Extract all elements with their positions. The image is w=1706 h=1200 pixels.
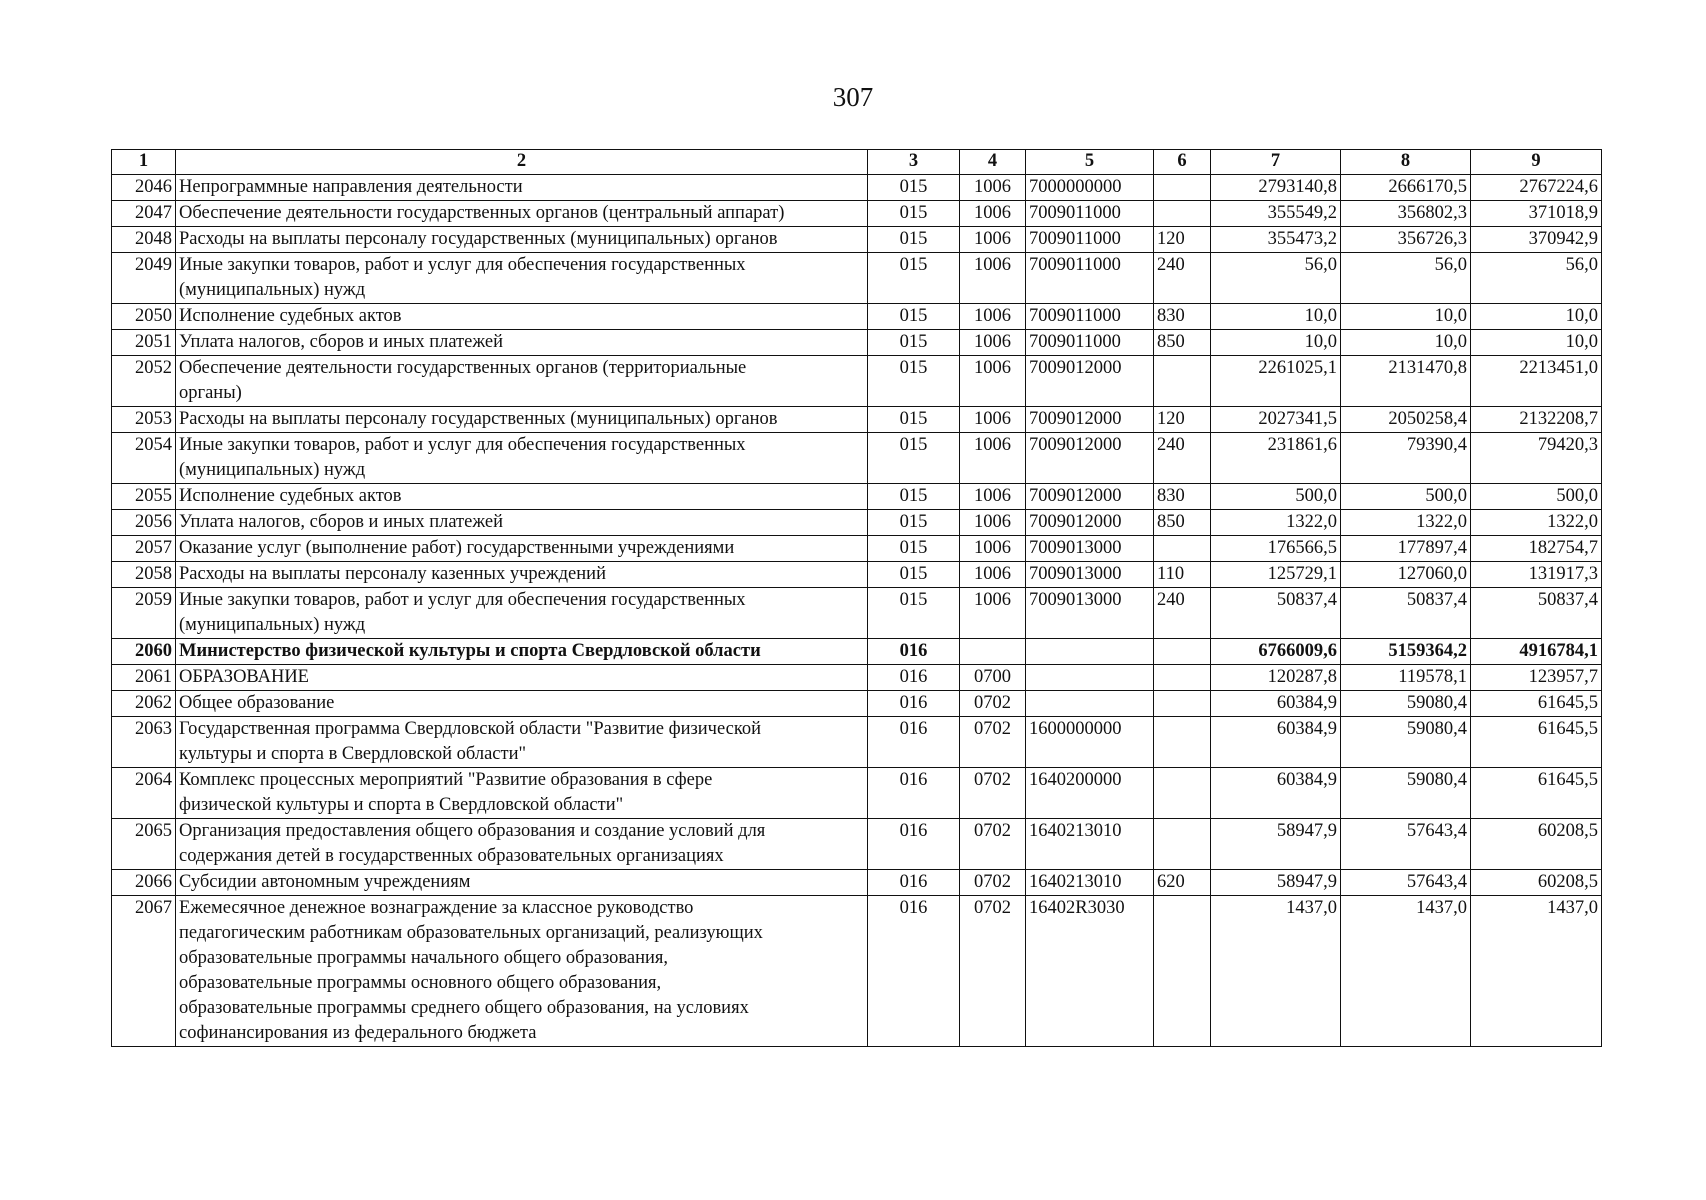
expense-type-cell xyxy=(1154,201,1211,227)
amount-year1-cell: 58947,9 xyxy=(1211,870,1341,896)
amount-year1-cell: 231861,6 xyxy=(1211,433,1341,484)
expense-type-cell: 120 xyxy=(1154,227,1211,253)
amount-year2-cell: 79390,4 xyxy=(1341,433,1471,484)
table-row xyxy=(112,175,1602,201)
amount-year2-cell: 1322,0 xyxy=(1341,510,1471,536)
header-cell: 2 xyxy=(176,150,868,175)
expense-type-cell xyxy=(1154,175,1211,201)
expense-type-cell xyxy=(1154,717,1211,768)
section-code-cell xyxy=(960,639,1026,665)
amount-year3-cell: 131917,3 xyxy=(1471,562,1602,588)
row-number-cell: 2046 xyxy=(112,175,176,201)
amount-year1-cell: 60384,9 xyxy=(1211,691,1341,717)
department-code-cell: 016 xyxy=(868,717,960,768)
amount-year3-cell: 500,0 xyxy=(1471,484,1602,510)
target-article-cell: 7009012000 xyxy=(1026,356,1154,407)
section-code-cell: 0700 xyxy=(960,665,1026,691)
department-code-cell: 015 xyxy=(868,201,960,227)
expense-type-cell: 850 xyxy=(1154,330,1211,356)
section-code-cell: 1006 xyxy=(960,484,1026,510)
amount-year2-cell: 356802,3 xyxy=(1341,201,1471,227)
row-name-cell: Исполнение судебных актов xyxy=(176,304,868,330)
row-name-cell: Иные закупки товаров, работ и услуг для обеспечения государственных (муниципальных) нужд xyxy=(176,253,868,304)
row-number-cell: 2054 xyxy=(112,433,176,484)
amount-year3-cell: 370942,9 xyxy=(1471,227,1602,253)
row-name-cell: Комплекс процессных мероприятий "Развитие образования в сфере физической культуры и спорта в Свердловской области" xyxy=(176,768,868,819)
table-row xyxy=(112,536,1602,562)
amount-year2-cell: 2050258,4 xyxy=(1341,407,1471,433)
expense-type-cell xyxy=(1154,639,1211,665)
target-article-cell: 7009013000 xyxy=(1026,536,1154,562)
amount-year3-cell: 79420,3 xyxy=(1471,433,1602,484)
expense-type-cell xyxy=(1154,691,1211,717)
department-code-cell: 015 xyxy=(868,484,960,510)
table-row xyxy=(112,896,1602,1047)
amount-year1-cell: 355549,2 xyxy=(1211,201,1341,227)
row-name-cell: Ежемесячное денежное вознаграждение за классное руководство педагогическим работникам образовательных организаций, реализующих образовательные программы начального общего образования, образовательные программы основного общего образования, образовательные программы среднего общего образования, на условиях софинансирования из федерального бюджета xyxy=(176,896,868,1047)
expense-type-cell xyxy=(1154,896,1211,1047)
amount-year1-cell: 50837,4 xyxy=(1211,588,1341,639)
amount-year1-cell: 2027341,5 xyxy=(1211,407,1341,433)
amount-year3-cell: 4916784,1 xyxy=(1471,639,1602,665)
target-article-cell: 7009012000 xyxy=(1026,510,1154,536)
budget-table xyxy=(111,149,1602,1047)
row-number-cell: 2065 xyxy=(112,819,176,870)
target-article-cell: 1640200000 xyxy=(1026,768,1154,819)
target-article-cell: 16402R3030 xyxy=(1026,896,1154,1047)
header-cell: 1 xyxy=(112,150,176,175)
amount-year3-cell: 182754,7 xyxy=(1471,536,1602,562)
department-code-cell: 015 xyxy=(868,356,960,407)
section-code-cell: 1006 xyxy=(960,510,1026,536)
target-article-cell: 7009011000 xyxy=(1026,330,1154,356)
row-number-cell: 2053 xyxy=(112,407,176,433)
amount-year2-cell: 127060,0 xyxy=(1341,562,1471,588)
header-cell: 4 xyxy=(960,150,1026,175)
expense-type-cell xyxy=(1154,665,1211,691)
header-row xyxy=(112,150,1602,175)
row-number-cell: 2067 xyxy=(112,896,176,1047)
row-name-cell: Государственная программа Свердловской области "Развитие физической культуры и спорта в Свердловской области" xyxy=(176,717,868,768)
section-code-cell: 0702 xyxy=(960,870,1026,896)
section-code-cell: 1006 xyxy=(960,253,1026,304)
amount-year3-cell: 50837,4 xyxy=(1471,588,1602,639)
department-code-cell: 016 xyxy=(868,870,960,896)
section-code-cell: 1006 xyxy=(960,588,1026,639)
header-cell: 8 xyxy=(1341,150,1471,175)
amount-year2-cell: 10,0 xyxy=(1341,330,1471,356)
table-row xyxy=(112,819,1602,870)
amount-year2-cell: 56,0 xyxy=(1341,253,1471,304)
department-code-cell: 016 xyxy=(868,896,960,1047)
table-row xyxy=(112,717,1602,768)
row-number-cell: 2055 xyxy=(112,484,176,510)
row-number-cell: 2049 xyxy=(112,253,176,304)
amount-year1-cell: 500,0 xyxy=(1211,484,1341,510)
department-code-cell: 015 xyxy=(868,175,960,201)
page-number: 307 xyxy=(832,82,874,112)
department-code-cell: 015 xyxy=(868,536,960,562)
department-code-cell: 015 xyxy=(868,227,960,253)
row-name-cell: Организация предоставления общего образования и создание условий для содержания детей в государственных образовательных организациях xyxy=(176,819,868,870)
amount-year3-cell: 123957,7 xyxy=(1471,665,1602,691)
section-code-cell: 0702 xyxy=(960,896,1026,1047)
section-code-cell: 1006 xyxy=(960,536,1026,562)
amount-year1-cell: 2793140,8 xyxy=(1211,175,1341,201)
table-row xyxy=(112,665,1602,691)
row-number-cell: 2047 xyxy=(112,201,176,227)
amount-year2-cell: 10,0 xyxy=(1341,304,1471,330)
row-number-cell: 2062 xyxy=(112,691,176,717)
table-row xyxy=(112,870,1602,896)
amount-year3-cell: 61645,5 xyxy=(1471,768,1602,819)
target-article-cell: 7009012000 xyxy=(1026,433,1154,484)
amount-year2-cell: 5159364,2 xyxy=(1341,639,1471,665)
table-row xyxy=(112,510,1602,536)
expense-type-cell: 620 xyxy=(1154,870,1211,896)
expense-type-cell: 850 xyxy=(1154,510,1211,536)
amount-year1-cell: 10,0 xyxy=(1211,330,1341,356)
amount-year2-cell: 1437,0 xyxy=(1341,896,1471,1047)
department-code-cell: 015 xyxy=(868,330,960,356)
amount-year2-cell: 57643,4 xyxy=(1341,819,1471,870)
amount-year1-cell: 125729,1 xyxy=(1211,562,1341,588)
target-article-cell: 1640213010 xyxy=(1026,870,1154,896)
section-code-cell: 1006 xyxy=(960,356,1026,407)
amount-year2-cell: 59080,4 xyxy=(1341,768,1471,819)
row-name-cell: ОБРАЗОВАНИЕ xyxy=(176,665,868,691)
row-number-cell: 2066 xyxy=(112,870,176,896)
row-number-cell: 2061 xyxy=(112,665,176,691)
department-code-cell: 015 xyxy=(868,588,960,639)
table-body xyxy=(112,175,1602,1047)
expense-type-cell: 110 xyxy=(1154,562,1211,588)
amount-year2-cell: 356726,3 xyxy=(1341,227,1471,253)
target-article-cell: 7009013000 xyxy=(1026,588,1154,639)
amount-year1-cell: 1437,0 xyxy=(1211,896,1341,1047)
table-row xyxy=(112,407,1602,433)
table-row xyxy=(112,201,1602,227)
department-code-cell: 015 xyxy=(868,510,960,536)
amount-year3-cell: 10,0 xyxy=(1471,330,1602,356)
amount-year2-cell: 59080,4 xyxy=(1341,717,1471,768)
amount-year3-cell: 371018,9 xyxy=(1471,201,1602,227)
row-name-cell: Расходы на выплаты персоналу государственных (муниципальных) органов xyxy=(176,227,868,253)
header-cell: 6 xyxy=(1154,150,1211,175)
expense-type-cell xyxy=(1154,768,1211,819)
target-article-cell: 7000000000 xyxy=(1026,175,1154,201)
amount-year1-cell: 58947,9 xyxy=(1211,819,1341,870)
row-number-cell: 2048 xyxy=(112,227,176,253)
row-name-cell: Общее образование xyxy=(176,691,868,717)
amount-year2-cell: 2131470,8 xyxy=(1341,356,1471,407)
row-name-cell: Уплата налогов, сборов и иных платежей xyxy=(176,510,868,536)
expense-type-cell xyxy=(1154,819,1211,870)
department-code-cell: 016 xyxy=(868,819,960,870)
table-row xyxy=(112,433,1602,484)
amount-year2-cell: 57643,4 xyxy=(1341,870,1471,896)
table-row xyxy=(112,768,1602,819)
expense-type-cell: 240 xyxy=(1154,253,1211,304)
amount-year3-cell: 2132208,7 xyxy=(1471,407,1602,433)
section-code-cell: 0702 xyxy=(960,768,1026,819)
row-name-cell: Оказание услуг (выполнение работ) государственными учреждениями xyxy=(176,536,868,562)
row-number-cell: 2056 xyxy=(112,510,176,536)
row-name-cell: Иные закупки товаров, работ и услуг для обеспечения государственных (муниципальных) нужд xyxy=(176,588,868,639)
header-cell: 9 xyxy=(1471,150,1602,175)
section-code-cell: 1006 xyxy=(960,227,1026,253)
section-code-cell: 1006 xyxy=(960,562,1026,588)
amount-year2-cell: 59080,4 xyxy=(1341,691,1471,717)
target-article-cell: 7009011000 xyxy=(1026,304,1154,330)
section-code-cell: 0702 xyxy=(960,819,1026,870)
target-article-cell xyxy=(1026,639,1154,665)
amount-year1-cell: 60384,9 xyxy=(1211,717,1341,768)
amount-year2-cell: 50837,4 xyxy=(1341,588,1471,639)
section-code-cell: 1006 xyxy=(960,330,1026,356)
expense-type-cell xyxy=(1154,536,1211,562)
target-article-cell: 7009011000 xyxy=(1026,201,1154,227)
department-code-cell: 016 xyxy=(868,768,960,819)
amount-year1-cell: 56,0 xyxy=(1211,253,1341,304)
target-article-cell: 7009013000 xyxy=(1026,562,1154,588)
amount-year1-cell: 1322,0 xyxy=(1211,510,1341,536)
row-name-cell: Исполнение судебных актов xyxy=(176,484,868,510)
amount-year1-cell: 6766009,6 xyxy=(1211,639,1341,665)
target-article-cell xyxy=(1026,665,1154,691)
target-article-cell: 7009011000 xyxy=(1026,253,1154,304)
amount-year2-cell: 2666170,5 xyxy=(1341,175,1471,201)
target-article-cell xyxy=(1026,691,1154,717)
row-name-cell: Иные закупки товаров, работ и услуг для обеспечения государственных (муниципальных) нужд xyxy=(176,433,868,484)
row-number-cell: 2050 xyxy=(112,304,176,330)
amount-year3-cell: 10,0 xyxy=(1471,304,1602,330)
section-code-cell: 1006 xyxy=(960,175,1026,201)
amount-year1-cell: 120287,8 xyxy=(1211,665,1341,691)
row-name-cell: Министерство физической культуры и спорта Свердловской области xyxy=(176,639,868,665)
table-row xyxy=(112,304,1602,330)
amount-year3-cell: 60208,5 xyxy=(1471,870,1602,896)
amount-year1-cell: 60384,9 xyxy=(1211,768,1341,819)
section-code-cell: 1006 xyxy=(960,433,1026,484)
department-code-cell: 016 xyxy=(868,691,960,717)
amount-year3-cell: 1437,0 xyxy=(1471,896,1602,1047)
department-code-cell: 015 xyxy=(868,407,960,433)
row-name-cell: Обеспечение деятельности государственных органов (центральный аппарат) xyxy=(176,201,868,227)
row-number-cell: 2058 xyxy=(112,562,176,588)
section-code-cell: 1006 xyxy=(960,407,1026,433)
target-article-cell: 7009012000 xyxy=(1026,407,1154,433)
table-row xyxy=(112,356,1602,407)
department-code-cell: 015 xyxy=(868,304,960,330)
amount-year1-cell: 2261025,1 xyxy=(1211,356,1341,407)
amount-year3-cell: 61645,5 xyxy=(1471,691,1602,717)
target-article-cell: 7009012000 xyxy=(1026,484,1154,510)
row-name-cell: Субсидии автономным учреждениям xyxy=(176,870,868,896)
amount-year3-cell: 61645,5 xyxy=(1471,717,1602,768)
row-name-cell: Уплата налогов, сборов и иных платежей xyxy=(176,330,868,356)
row-number-cell: 2063 xyxy=(112,717,176,768)
target-article-cell: 1640213010 xyxy=(1026,819,1154,870)
expense-type-cell: 120 xyxy=(1154,407,1211,433)
row-name-cell: Расходы на выплаты персоналу государственных (муниципальных) органов xyxy=(176,407,868,433)
amount-year2-cell: 500,0 xyxy=(1341,484,1471,510)
row-number-cell: 2052 xyxy=(112,356,176,407)
amount-year2-cell: 177897,4 xyxy=(1341,536,1471,562)
expense-type-cell xyxy=(1154,356,1211,407)
amount-year1-cell: 10,0 xyxy=(1211,304,1341,330)
amount-year2-cell: 119578,1 xyxy=(1341,665,1471,691)
table-row xyxy=(112,227,1602,253)
amount-year3-cell: 60208,5 xyxy=(1471,819,1602,870)
table-row xyxy=(112,562,1602,588)
target-article-cell: 1600000000 xyxy=(1026,717,1154,768)
row-number-cell: 2060 xyxy=(112,639,176,665)
header-cell: 7 xyxy=(1211,150,1341,175)
section-code-cell: 0702 xyxy=(960,717,1026,768)
department-code-cell: 016 xyxy=(868,639,960,665)
expense-type-cell: 240 xyxy=(1154,433,1211,484)
department-code-cell: 016 xyxy=(868,665,960,691)
row-number-cell: 2051 xyxy=(112,330,176,356)
target-article-cell: 7009011000 xyxy=(1026,227,1154,253)
table-row xyxy=(112,484,1602,510)
table-row xyxy=(112,691,1602,717)
section-code-cell: 1006 xyxy=(960,304,1026,330)
row-name-cell: Обеспечение деятельности государственных органов (территориальные органы) xyxy=(176,356,868,407)
expense-type-cell: 240 xyxy=(1154,588,1211,639)
amount-year1-cell: 176566,5 xyxy=(1211,536,1341,562)
amount-year3-cell: 1322,0 xyxy=(1471,510,1602,536)
header-cell: 3 xyxy=(868,150,960,175)
table-row xyxy=(112,330,1602,356)
amount-year1-cell: 355473,2 xyxy=(1211,227,1341,253)
row-name-cell: Непрограммные направления деятельности xyxy=(176,175,868,201)
row-number-cell: 2059 xyxy=(112,588,176,639)
department-code-cell: 015 xyxy=(868,253,960,304)
expense-type-cell: 830 xyxy=(1154,484,1211,510)
table-row xyxy=(112,253,1602,304)
amount-year3-cell: 2767224,6 xyxy=(1471,175,1602,201)
amount-year3-cell: 2213451,0 xyxy=(1471,356,1602,407)
row-number-cell: 2057 xyxy=(112,536,176,562)
table-row xyxy=(112,639,1602,665)
section-code-cell: 0702 xyxy=(960,691,1026,717)
department-code-cell: 015 xyxy=(868,433,960,484)
department-code-cell: 015 xyxy=(868,562,960,588)
expense-type-cell: 830 xyxy=(1154,304,1211,330)
section-code-cell: 1006 xyxy=(960,201,1026,227)
row-number-cell: 2064 xyxy=(112,768,176,819)
row-name-cell: Расходы на выплаты персоналу казенных учреждений xyxy=(176,562,868,588)
amount-year3-cell: 56,0 xyxy=(1471,253,1602,304)
table-row xyxy=(112,588,1602,639)
header-cell: 5 xyxy=(1026,150,1154,175)
